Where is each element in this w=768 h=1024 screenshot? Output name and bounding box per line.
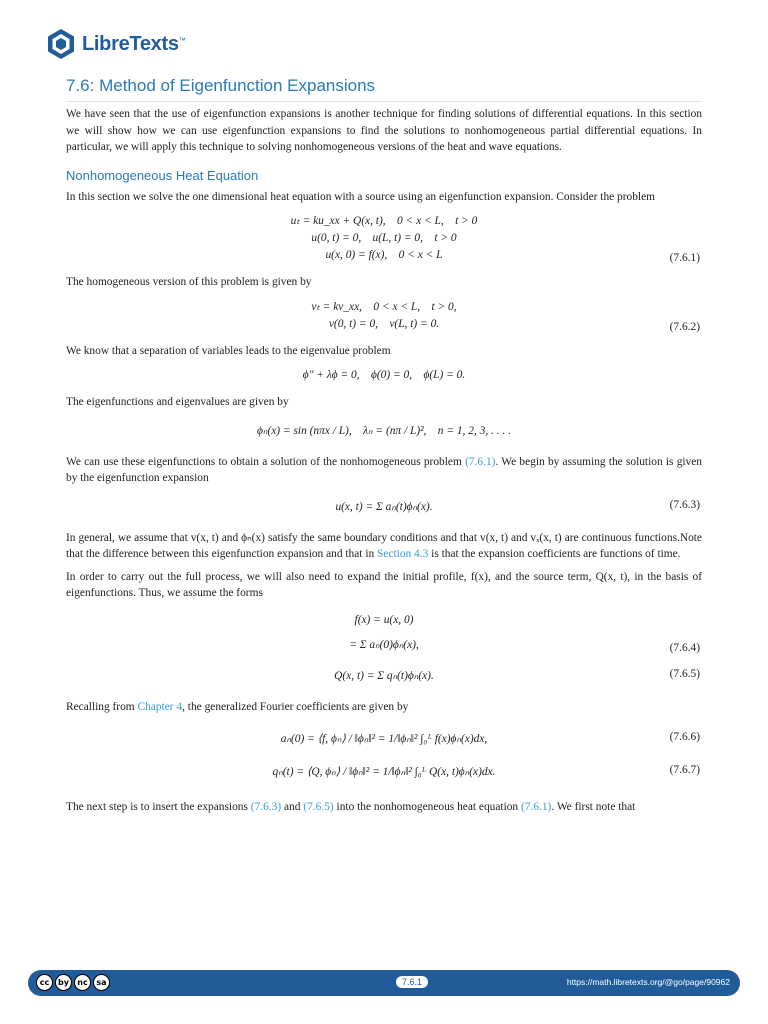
eigenvalue-problem: ϕ″ + λϕ = 0, ϕ(0) = 0, ϕ(L) = 0. — [302, 369, 466, 381]
libretexts-wordmark: LibreTexts™ — [82, 32, 186, 55]
cc-icon: cc — [36, 974, 53, 991]
libretexts-logo[interactable] — [46, 26, 185, 62]
nc-icon: nc — [74, 974, 91, 991]
paragraph-4: The eigenfunctions and eigenvalues are given by — [66, 396, 289, 408]
section-heading: Nonhomogeneous Heat Equation — [66, 167, 259, 183]
paragraph-3: We know that a separation of variables leads to the eigenvalue problem — [66, 344, 391, 357]
link-section-4-3[interactable]: Section 4.3 — [377, 548, 429, 560]
equation-number: (7.6.5) — [669, 667, 700, 680]
link-eq-7-6-1[interactable]: (7.6.1) — [465, 455, 496, 468]
libretexts-logo-icon — [46, 28, 76, 60]
link-chapter-4[interactable]: Chapter 4 — [137, 700, 183, 713]
equation-number: (7.6.1) — [669, 252, 700, 264]
paragraph-1: In this section we solve the one dimensional heat equation with a source using an eigenfunction expansion. Consider the problem — [66, 190, 656, 203]
by-icon: by — [55, 974, 72, 991]
intro-paragraph: We have seen that the use of eigenfunction expansions is another technique for finding solutions of differential equations. In this section we will show how we can use eigenfunction expansions to find the solutions to nonhomogeneous partial differential equations. In particular, we will apply this technique to solving nonhomogeneous versions of the heat and wave equations. — [66, 108, 702, 153]
equation-number: (7.6.7) — [669, 764, 700, 776]
equation-number: (7.6.2) — [669, 320, 700, 333]
link-eq-7-6-5[interactable]: (7.6.5) — [303, 801, 334, 813]
page-content — [66, 76, 702, 822]
page-number: 7.6.1 — [396, 976, 428, 988]
link-eq-7-6-1-second[interactable]: (7.6.1) — [520, 801, 552, 813]
paragraph-2: The homogeneous version of this problem is given by — [66, 276, 312, 288]
equation-7-6-1: uₜ = ku_xx + Q(x, t), 0 < x < L, t > 0 u(0, t) = 0, u(L, t) = 0, t > 0 u(x, 0) = f(x), 0 < x < L (7.6.1) — [290, 215, 700, 264]
paragraph-7: In order to carry out the full process, we will also need to expand the initial profile, f(x), and the source term, Q(x, t), in the basis of eigenfunctions. Thus, we assume the forms — [66, 570, 702, 599]
link-eq-7-6-3[interactable]: (7.6.3) — [250, 801, 282, 813]
sa-icon: sa — [93, 974, 110, 991]
cc-license-badge[interactable] — [36, 974, 112, 991]
paragraph-8: Recalling from Chapter 4, the generalized Fourier coefficients are given by — [66, 700, 409, 713]
equation-7-6-3: u(x, t) = Σ aₙ(t)ϕₙ(x). (7.6.3) — [335, 498, 700, 513]
paragraph-6: In general, we assume that v(x, t) and ϕₙ(x) satisfy the same boundary conditions and that v(x, t) and vₓ(x, t) are continuous functions.Note that the difference between this eigenfunction expansion and that in Section 4.3 is that the expansion coefficients are functions of time. — [66, 531, 702, 560]
eigenfunctions-equation: ϕₙ(x) = sin (nπx / L), λₙ = (nπ / L)², n = 1, 2, 3, . . . . — [257, 424, 511, 437]
equation-7-6-5: Q(x, t) = Σ qₙ(t)ϕₙ(x). (7.6.5) — [334, 667, 700, 682]
page-url-link[interactable]: https://math.libretexts.org/@go/page/90962 — [566, 977, 730, 987]
equation-7-6-2: vₜ = kv_xx, 0 < x < L, t > 0, v(0, t) = 0, v(L, t) = 0. (7.6.2) — [311, 300, 700, 333]
equation-7-6-6: aₙ(0) = ⟨f, ϕₙ⟩ / ‖ϕₙ‖² = 1/‖ϕₙ‖² ∫₀ᴸ f(x)ϕₙ(x)dx, (7.6.6) — [280, 731, 700, 745]
paragraph-9: The next step is to insert the expansions (7.6.3) and (7.6.5) into the nonhomogeneous heat equation (7.6.1). We first note that — [66, 801, 636, 813]
paragraph-5: We can use these eigenfunctions to obtain a solution of the nonhomogeneous problem (7.6.1). We begin by assuming the solution is given by the eigenfunction expansion — [66, 455, 702, 484]
equation-7-6-4: f(x) = u(x, 0) = Σ aₙ(0)ϕₙ(x), (7.6.4) — [349, 613, 700, 654]
page-title: 7.6: Method of Eigenfunction Expansions — [66, 76, 702, 102]
equation-number: (7.6.6) — [669, 731, 700, 743]
equation-7-6-7: qₙ(t) = ⟨Q, ϕₙ⟩ / ‖ϕₙ‖² = 1/‖ϕₙ‖² ∫₀ᴸ Q(x, t)ϕₙ(x)dx. (7.6.7) — [272, 764, 700, 778]
page-footer — [28, 970, 740, 996]
equation-number: (7.6.3) — [669, 498, 700, 511]
equation-number: (7.6.4) — [669, 641, 700, 654]
